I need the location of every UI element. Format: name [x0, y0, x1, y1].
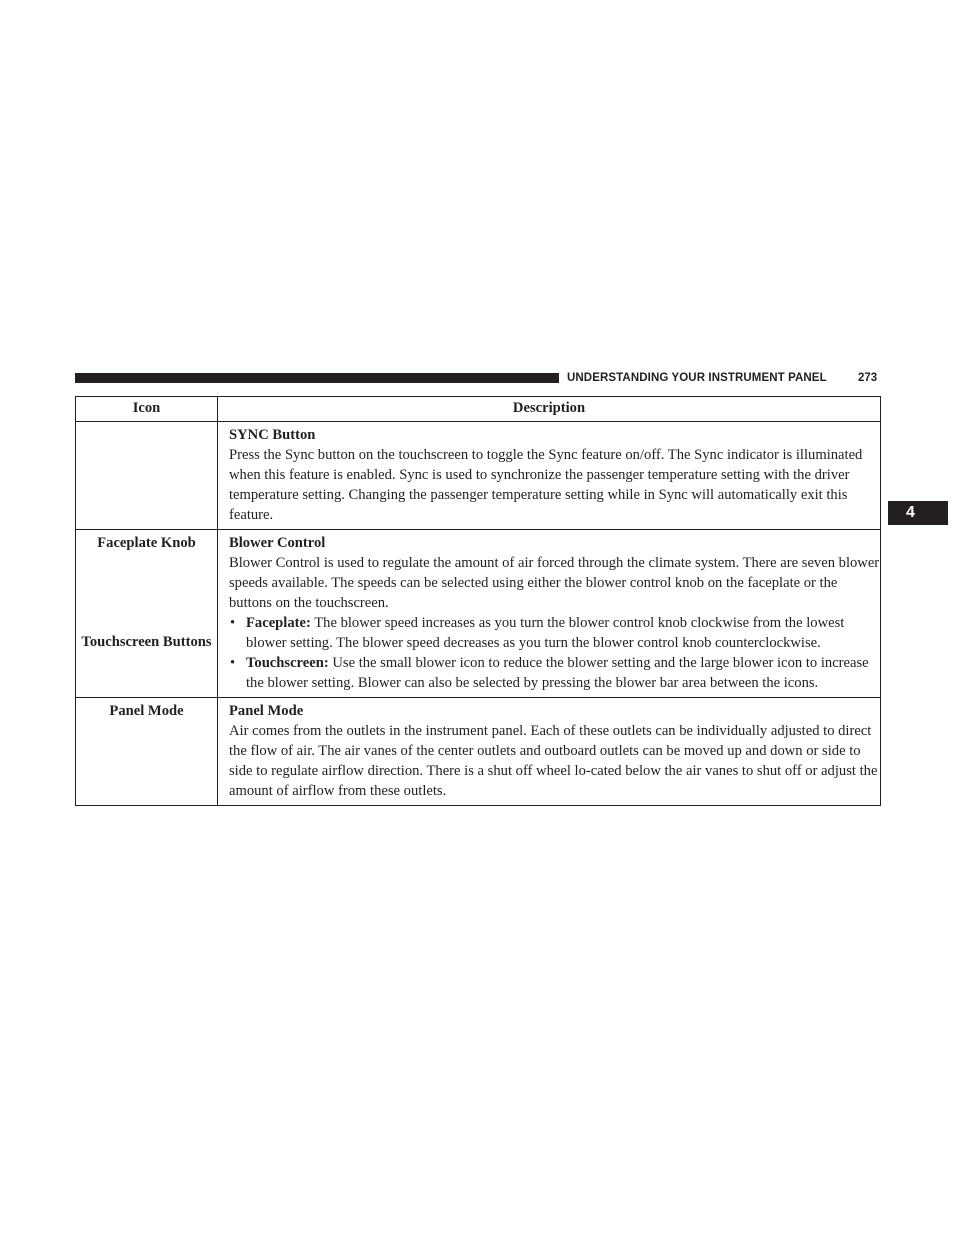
column-header-icon: Icon [76, 397, 218, 422]
table-row [76, 530, 881, 698]
row-description: Blower Control is used to regulate the amount of air forced through the climate system. There are seven blower speeds available. The speeds can be selected using either the blower control knob on the faceplate or the buttons on the touchscreen. [229, 555, 880, 611]
column-header-description: Description [218, 397, 881, 422]
row-title: Blower Control [229, 535, 326, 551]
bullet-lead: Touchscreen: [246, 655, 329, 671]
bullet-icon: • [230, 655, 236, 671]
icon-cell [76, 530, 218, 698]
icon-label: Panel Mode [109, 703, 184, 719]
row-title: Panel Mode [229, 703, 304, 719]
table-header-row [76, 397, 881, 422]
bullet-item [229, 613, 880, 653]
icon-label-secondary: Touchscreen Buttons [81, 634, 212, 650]
bullet-icon: • [230, 615, 236, 631]
chapter-tab: 4 [888, 501, 948, 525]
page-header [75, 370, 890, 386]
bullet-text: Use the small blower icon to reduce the blower setting and the large blower icon to increase the blower setting. Blower can also be selected by pressing the blower bar area between the icons. [246, 655, 869, 691]
icon-gap [76, 553, 217, 632]
icon-cell [76, 698, 218, 806]
description-cell [218, 422, 881, 530]
description-cell [218, 698, 881, 806]
bullet-item [229, 653, 880, 693]
description-cell [218, 530, 881, 698]
row-description: Air comes from the outlets in the instrument panel. Each of these outlets can be individually adjusted to direct the flow of air. The air vanes of the center outlets and outboard outlets can be moved up and down or side to side to regulate airflow direction. There is a shut off wheel lo-cated below the air vanes to shut off or adjust the amount of airflow from these outlets. [229, 723, 878, 799]
section-title: UNDERSTANDING YOUR INSTRUMENT PANEL [567, 372, 827, 384]
row-title: SYNC Button [229, 427, 316, 443]
icon-cell [76, 422, 218, 530]
icon-label: Faceplate Knob [97, 535, 196, 551]
page-number: 273 [858, 372, 878, 384]
bullet-text: The blower speed increases as you turn the blower control knob clockwise from the lowest blower setting. The blower speed decreases as you turn the blower control knob counterclockwise. [246, 615, 845, 651]
bullet-lead: Faceplate: [246, 615, 311, 631]
table-row [76, 422, 881, 530]
table-row [76, 698, 881, 806]
climate-controls-table [75, 396, 881, 806]
row-description: Press the Sync button on the touchscreen to toggle the Sync feature on/off. The Sync indicator is illuminated when this feature is enabled. Sync is used to synchronize the passenger temperature setting with the driver temperature setting. Changing the passenger temperature setting while in Sync will automatically exit this feature. [229, 447, 863, 523]
header-rule-bar [75, 373, 559, 383]
